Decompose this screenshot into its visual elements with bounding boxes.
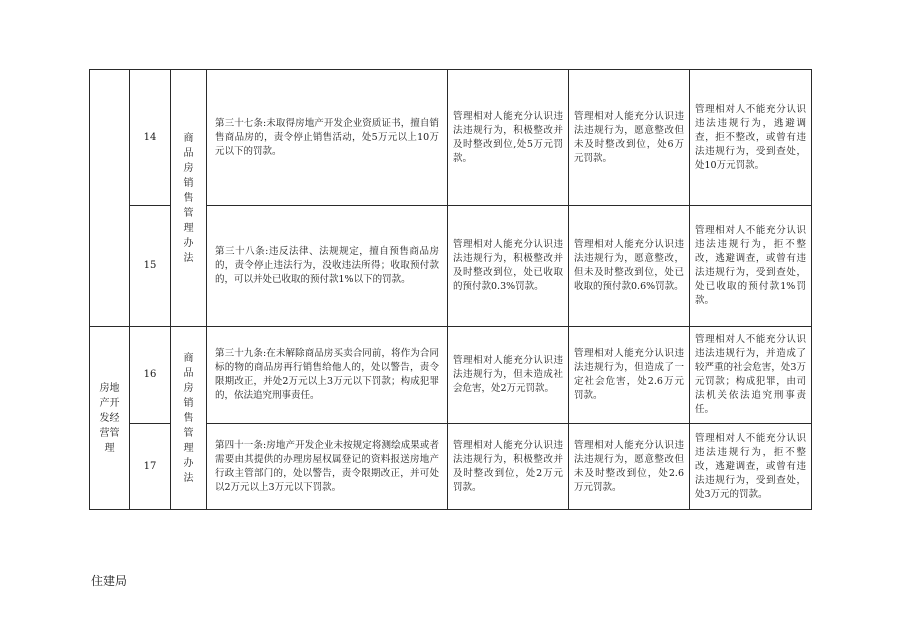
- article-cell: 第三十七条:未取得房地产开发企业资质证书，擅自销售商品房的，责令停止销售活动，处5万元以上10万元以下的罚款。: [207, 70, 448, 206]
- row-number: 15: [130, 206, 171, 327]
- row-number: 16: [130, 327, 171, 424]
- penalty-level-medium: 管理相对人能充分认识违法违规行为，但造成了一定社会危害，处2.6万元罚款。: [569, 327, 690, 424]
- penalty-level-severe: 管理相对人不能充分认识违法违规行为，逃避调查，拒不整改，或曾有违法违规行为，受到查处，处10万元罚款。: [690, 70, 812, 206]
- article-cell: 第三十九条:在未解除商品房买卖合同前，将作为合同标的物的商品房再行销售给他人的，处以警告，责令限期改正，并处2万元以上3万元以下罚款；构成犯罪的，依法追究刑事责任。: [207, 327, 448, 424]
- penalty-level-light: 管理相对人能充分认识违法违规行为，积极整改并及时整改到位，处已收取的预付款0.3%罚款。: [448, 206, 569, 327]
- regulation-name-cell: 商品房销售管理办法: [171, 327, 207, 510]
- penalty-level-medium: 管理相对人能充分认识违法违规行为，愿意整改，但未及时整改到位，处已收取的预付款0.6%罚款。: [569, 206, 690, 327]
- department-footer: 住建局: [91, 574, 128, 588]
- penalty-standard-table: [89, 69, 812, 510]
- category-cell: 房地产开发经营管理: [90, 327, 130, 510]
- penalty-level-light: 管理相对人能充分认识违法违规行为，但未造成社会危害，处2万元罚款。: [448, 327, 569, 424]
- penalty-level-light: 管理相对人能充分认识违法违规行为，积极整改并及时整改到位,处5万元罚款。: [448, 70, 569, 206]
- article-cell: 第三十八条:违反法律、法规规定，擅自预售商品房的，责令停止违法行为，没收违法所得；收取预付款的，可以并处已收取的预付款1%以下的罚款。: [207, 206, 448, 327]
- row-number: 17: [130, 424, 171, 510]
- penalty-level-severe: 管理相对人不能充分认识违法违规行为，拒不整改，逃避调查，或曾有违法违规行为，受到查处，处3万元的罚款。: [690, 424, 812, 510]
- category-cell-empty: [90, 70, 130, 327]
- penalty-level-severe: 管理相对人不能充分认识违法违规行为，并造成了较严重的社会危害，处3万元罚款；构成犯罪，由司法机关依法追究刑事责任。: [690, 327, 812, 424]
- article-cell: 第四十一条:房地产开发企业未按规定将测绘成果或者需要由其提供的办理房屋权属登记的资料报送房地产行政主管部门的，处以警告，责令限期改正，并可处以2万元以上3万元以下罚款。: [207, 424, 448, 510]
- penalty-level-medium: 管理相对人能充分认识违法违规行为，愿意整改但未及时整改到位，处6万元罚款。: [569, 70, 690, 206]
- penalty-level-severe: 管理相对人不能充分认识违法违规行为，拒不整改，逃避调查，或曾有违法违规行为，受到查处，处已收取的预付款1%罚款。: [690, 206, 812, 327]
- penalty-level-light: 管理相对人能充分认识违法违规行为，积极整改并及时整改到位，处2万元罚款。: [448, 424, 569, 510]
- table-row: [90, 70, 812, 206]
- row-number: 14: [130, 70, 171, 206]
- penalty-level-medium: 管理相对人能充分认识违法违规行为，愿意整改但未及时整改到位，处2.6万元罚款。: [569, 424, 690, 510]
- table-row: [90, 327, 812, 424]
- regulation-name-cell: 商品房销售管理办法: [171, 70, 207, 327]
